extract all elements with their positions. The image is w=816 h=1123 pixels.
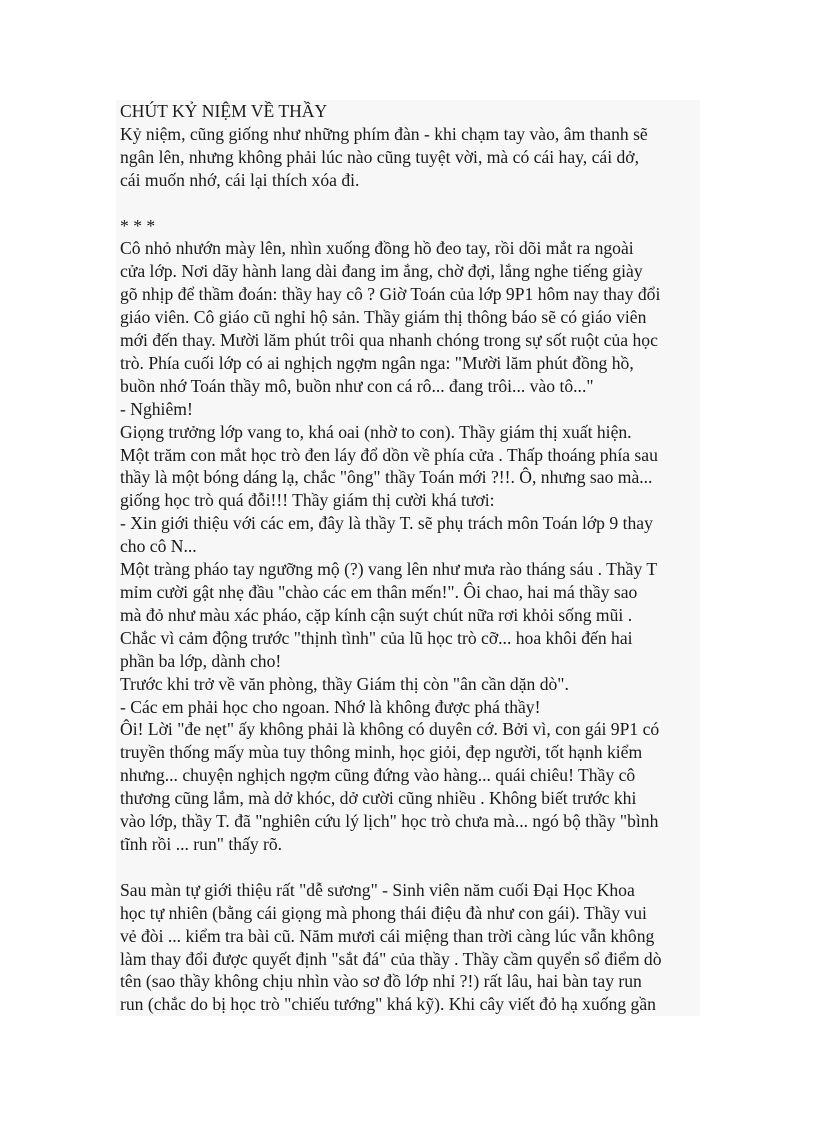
text-line: phần ba lớp, dành cho! bbox=[120, 650, 282, 671]
text-line: nhưng... chuyện nghịch ngợm cũng đứng vào hàng... quái chiêu! Thầy cô bbox=[120, 765, 636, 786]
section-separator: * * * bbox=[120, 215, 156, 236]
text-line: giáo viên. Cô giáo cũ nghỉ hộ sản. Thầy giám thị thông báo sẽ có giáo viên bbox=[120, 307, 647, 328]
text-line: cái muốn nhớ, cái lại thích xóa đi. bbox=[120, 169, 360, 190]
text-line: tĩnh rồi ... run" thấy rõ. bbox=[120, 833, 283, 854]
text-line: thương cũng lắm, mà dở khóc, dở cười cũng nhiều . Không biết trước khi bbox=[120, 788, 637, 809]
text-line: thầy là một bóng dáng lạ, chắc "ông" thầy Toán mới ?!!. Ô, nhưng sao mà... bbox=[120, 467, 653, 488]
text-line: Trước khi trở về văn phòng, thầy Giám thị còn "ân cần dặn dò". bbox=[120, 673, 569, 694]
text-line: Cô nhỏ nhướn mày lên, nhìn xuống đồng hồ đeo tay, rồi dõi mắt ra ngoài bbox=[120, 238, 634, 259]
text-line: cửa lớp. Nơi dãy hành lang dài đang im ắng, chờ đợi, lắng nghe tiếng giày bbox=[120, 261, 643, 282]
text-line: giống học trò quá đỗi!!! Thầy giám thị cười khá tươi: bbox=[120, 490, 495, 511]
text-line: Ôi! Lời "đe nẹt" ấy không phải là không có duyên cớ. Bởi vì, con gái 9P1 có bbox=[120, 719, 660, 740]
text-line: cho cô N... bbox=[120, 536, 197, 557]
document-title: CHÚT KỶ NIỆM VỀ THẦY bbox=[120, 101, 328, 121]
text-line: gõ nhịp để thầm đoán: thầy hay cô ? Giờ Toán của lớp 9P1 hôm nay thay đổi bbox=[120, 284, 661, 305]
text-line: ngân lên, nhưng không phải lúc nào cũng tuyệt vời, mà có cái hay, cái dở, bbox=[120, 146, 639, 167]
document-text-block bbox=[116, 100, 700, 1016]
text-line: truyền thống mấy mùa tuy thông minh, học giỏi, đẹp người, tốt hạnh kiểm bbox=[120, 742, 643, 763]
text-line: trò. Phía cuối lớp có ai nghịch ngợm ngân nga: "Mười lăm phút đồng hồ, bbox=[120, 352, 634, 373]
text-line: Kỷ niệm, cũng giống như những phím đàn - khi chạm tay vào, âm thanh sẽ bbox=[120, 123, 648, 144]
text-line: Sau màn tự giới thiệu rất "dễ sương" - Sinh viên năm cuối Đại Học Khoa bbox=[120, 879, 635, 900]
blank-line bbox=[116, 856, 700, 879]
blank-line bbox=[116, 192, 700, 215]
text-line: mỉm cười gật nhẹ đầu "chào các em thân mến!". Ôi chao, hai má thầy sao bbox=[120, 582, 638, 603]
text-line: học tự nhiên (bằng cái giọng mà phong thái điệu đà như con gái). Thầy vui bbox=[120, 902, 647, 923]
text-line: run (chắc do bị học trò "chiếu tướng" khá kỹ). Khi cây viết đỏ hạ xuống gần bbox=[120, 994, 656, 1015]
text-line: Chắc vì cảm động trước "thịnh tình" của lũ học trò cỡ... hoa khôi đến hai bbox=[120, 627, 633, 648]
text-line: - Nghiêm! bbox=[120, 398, 193, 419]
text-line: mới đến thay. Mười lăm phút trôi qua nhanh chóng trong sự sốt ruột của học bbox=[120, 330, 658, 351]
text-line: buồn nhớ Toán thầy mô, buồn như con cá rô... đang trôi... vào tô..." bbox=[120, 375, 594, 396]
text-line: Một trăm con mắt học trò đen láy đổ dồn về phía cửa . Thấp thoáng phía sau bbox=[120, 444, 658, 465]
text-line: vẻ đòi ... kiểm tra bài cũ. Năm mươi cái miệng than trời càng lúc vẫn không bbox=[120, 925, 655, 946]
text-line: Giọng trưởng lớp vang to, khá oai (nhờ to con). Thầy giám thị xuất hiện. bbox=[120, 421, 632, 442]
text-line: - Xin giới thiệu với các em, đây là thầy T. sẽ phụ trách môn Toán lớp 9 thay bbox=[120, 513, 653, 534]
text-line: vào lớp, thầy T. đã "nghiên cứu lý lịch" học trò chưa mà... ngó bộ thầy "bình bbox=[120, 811, 659, 832]
text-line: tên (sao thầy không chịu nhìn vào sơ đồ lớp nhỉ ?!) rất lâu, hai bàn tay run bbox=[120, 971, 642, 992]
text-line: - Các em phải học cho ngoan. Nhớ là không được phá thầy! bbox=[120, 696, 541, 717]
text-line: làm thay đổi được quyết định "sắt đá" của thầy . Thầy cầm quyển sổ điểm dò bbox=[120, 948, 662, 969]
text-line: mà đỏ như màu xác pháo, cặp kính cận suýt chút nữa rơi khỏi sống mũi . bbox=[120, 604, 633, 625]
text-line: Một tràng pháo tay ngưỡng mộ (?) vang lên như mưa rào tháng sáu . Thầy T bbox=[120, 559, 658, 580]
